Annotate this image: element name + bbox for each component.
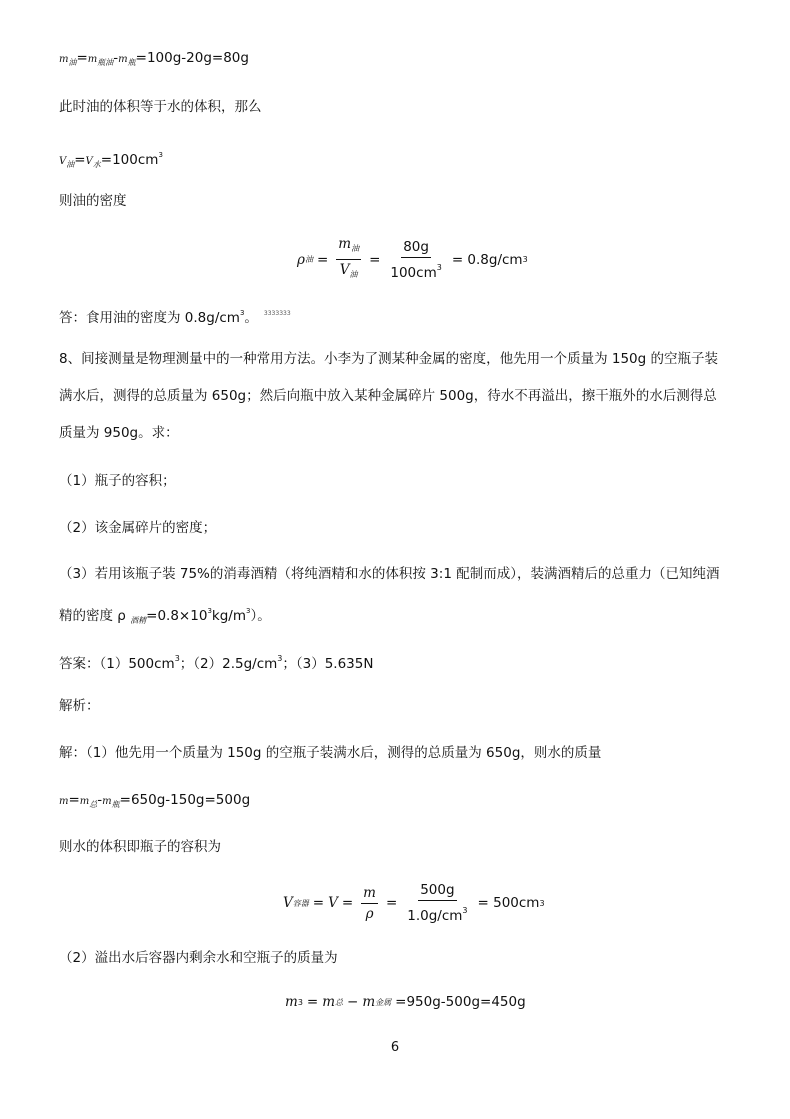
volume-equation: $V_油=V_水=100cm^3$	[59, 151, 163, 169]
question-8-line-1: 8、间接测量是物理测量中的一种常用方法。小李为了测某种金属的密度，他先用一个质量为 150g 的空瓶子装	[59, 351, 719, 367]
question-8-sub-3-line-2: 精的密度 ρ $_{酒精}=0.8\times 10^3kg/m^3$）。	[59, 607, 271, 625]
oil-mass-equation: $m_油=m_{瓶油}-m_瓶=100g-20g=80g$	[59, 50, 249, 67]
oil-density-formula: ρ 油 = $\frac{m_油}{V_油}$ = $\frac{80g}{100cm^3}$ = 0.8g/cm 3	[297, 236, 528, 281]
answer-oil-density: 答：食用油的密度为 $0.8g/cm^3$。 $^{3333333}$	[59, 309, 291, 326]
page-number: 6	[390, 1040, 400, 1055]
analysis-label: 解析：	[59, 698, 100, 714]
solution-part-2: （2）溢出水后容器内剩余水和空瓶子的质量为	[59, 950, 338, 966]
water-volume-text: 则水的体积即瓶子的容积为	[59, 839, 221, 855]
question-8-sub-2: （2）该金属碎片的密度；	[59, 520, 217, 536]
question-8-line-2: 满水后，测得的总质量为 650g；然后向瓶中放入某种金属碎片 500g，待水不再溢出，擦干瓶外的水后测得总	[59, 388, 717, 404]
question-8-sub-1: （1）瓶子的容积；	[59, 473, 176, 489]
question-8-sub-3-line-1: （3）若用该瓶子装 75%的消毒酒精（将纯酒精和水的体积按 3:1 配制而成），装满酒精后的总重力（已知纯酒	[59, 566, 720, 582]
oil-volume-text: 此时油的体积等于水的体积，那么	[59, 99, 262, 115]
answer-line: 答案：$(1)500cm^3$；$(2)2.5g/cm^3$；（3）5.635N	[59, 654, 374, 672]
question-8-line-3: 质量为 950g。求：	[59, 425, 179, 441]
remaining-mass-formula: m 3 = m 总 − m 金属 =950g-500g=450g	[285, 994, 526, 1010]
water-mass-equation: $m=m_总-m_瓶=650g-150g=500g$	[59, 792, 251, 809]
oil-density-text: 则油的密度	[59, 193, 127, 209]
bottle-volume-formula: V 容器 = V = $\frac{m}{\rho}$ = $\frac{500g}{1.0g/cm^3}$ = 500cm 3	[283, 882, 545, 924]
solution-part-1: 解：（1）他先用一个质量为 150g 的空瓶子装满水后，测得的总质量为 650g，则水的质量	[59, 745, 602, 761]
